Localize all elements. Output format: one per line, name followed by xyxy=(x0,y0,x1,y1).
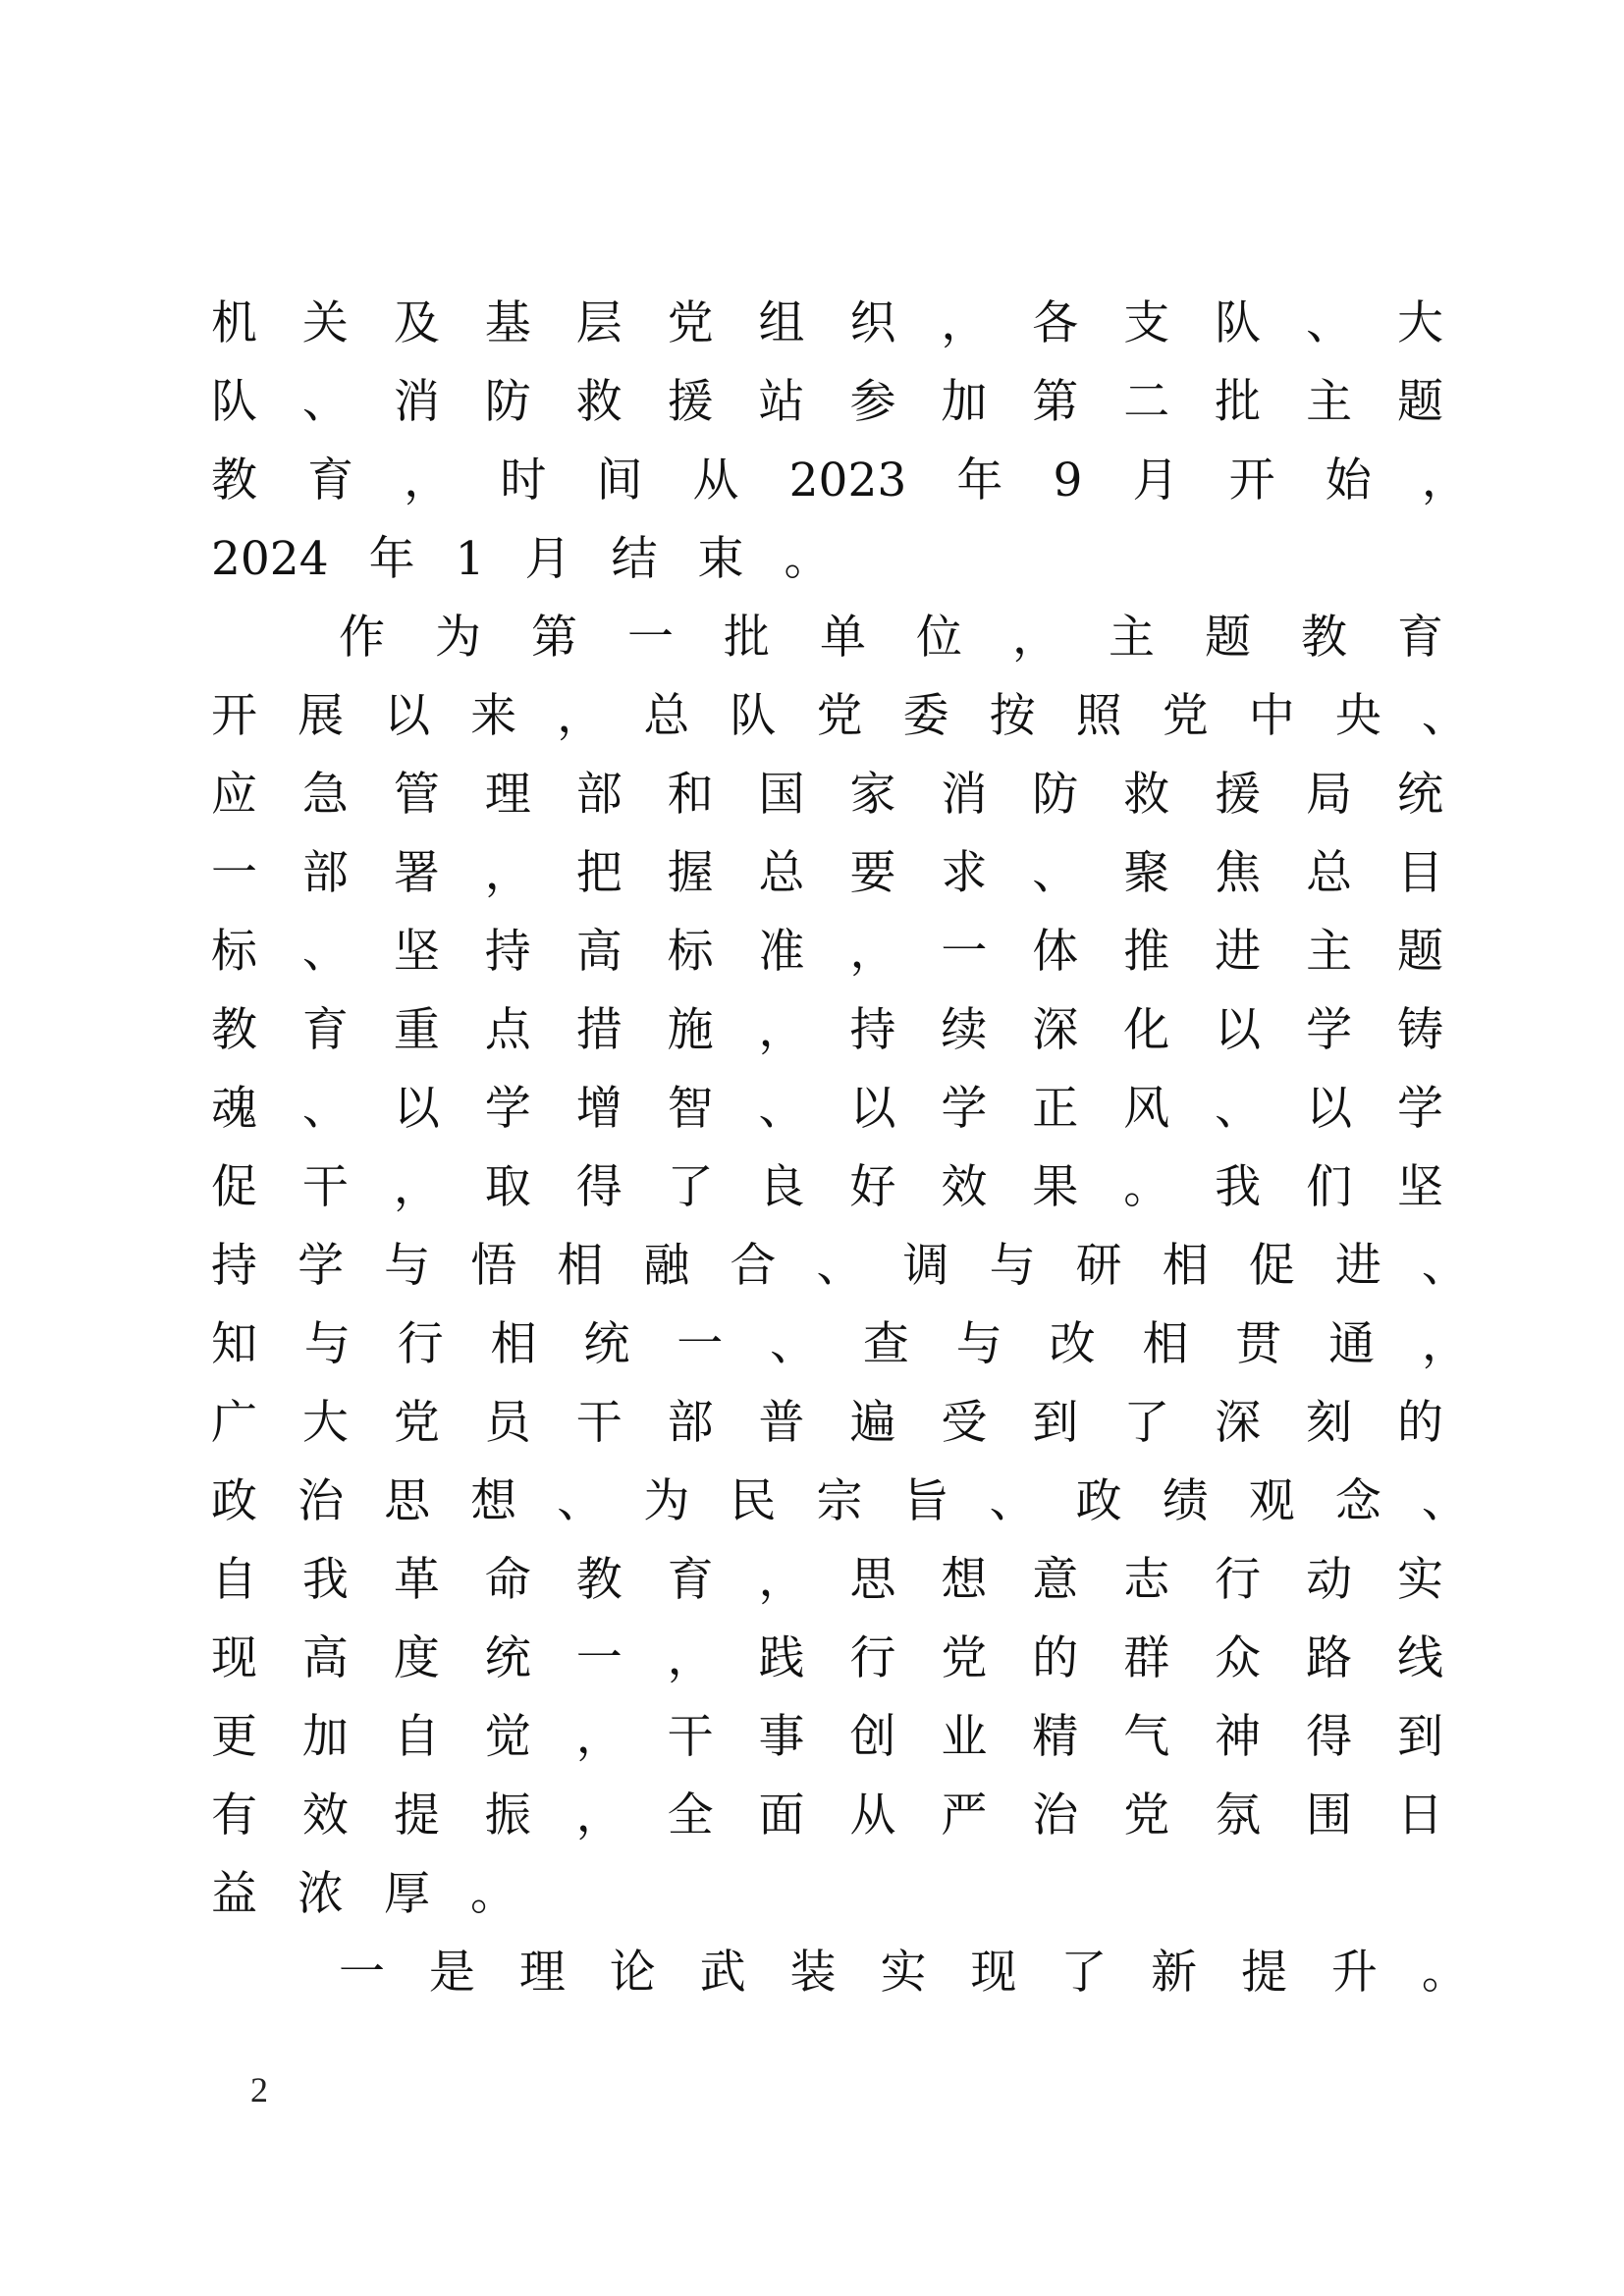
text-line: 自 我 革 命 教 育 ， 思 想 意 志 行 动 实 xyxy=(211,1553,1443,1607)
text-line: 现 高 度 统 一 ， 践 行 党 的 群 众 路 线 xyxy=(211,1631,1443,1685)
text-line: 有 效 提 振 ， 全 面 从 严 治 党 氛 围 日 xyxy=(211,1789,1443,1842)
paragraph-first-line: 作 为 第 一 批 单 位 ， 主 题 教 育 xyxy=(339,611,1443,665)
text-line: 一 部 署 ， 把 握 总 要 求 、 聚 焦 总 目 xyxy=(211,846,1443,900)
page-number: 2 xyxy=(250,2070,268,2109)
text-line: 更 加 自 觉 ， 干 事 创 业 精 气 神 得 到 xyxy=(211,1710,1443,1764)
text-line: 促 干 ， 取 得 了 良 好 效 果 。 我 们 坚 xyxy=(211,1160,1443,1214)
paragraph-first-line: 一 是 理 论 武 装 实 现 了 新 提 升 。 xyxy=(339,1946,1468,2000)
text-line: 益 浓 厚 。 xyxy=(211,1867,516,1921)
text-line: 持 学 与 悟 相 融 合 、 调 与 研 相 促 进 、 xyxy=(211,1239,1468,1293)
text-line: 应 急 管 理 部 和 国 家 消 防 救 援 局 统 xyxy=(211,768,1443,822)
text-line: 教 育 ， 时 间 从 2023 年 9 月 开 始 ， xyxy=(211,454,1468,507)
text-line: 队 、 消 防 救 援 站 参 加 第 二 批 主 题 xyxy=(211,375,1443,429)
text-line: 广 大 党 员 干 部 普 遍 受 到 了 深 刻 的 xyxy=(211,1396,1443,1450)
text-line: 机 关 及 基 层 党 组 织 ， 各 支 队 、 大 xyxy=(211,296,1443,350)
text-line: 知 与 行 相 统 一 、 查 与 改 相 贯 通 ， xyxy=(211,1317,1468,1371)
text-line: 教 育 重 点 措 施 ， 持 续 深 化 以 学 铸 xyxy=(211,1003,1443,1057)
text-line: 政 治 思 想 、 为 民 宗 旨 、 政 绩 观 念 、 xyxy=(211,1474,1468,1528)
text-line: 2024 年 1 月 结 束 。 xyxy=(211,532,831,586)
text-line: 魂 、 以 学 增 智 、 以 学 正 风 、 以 学 xyxy=(211,1082,1443,1136)
text-line: 标 、 坚 持 高 标 准 ， 一 体 推 进 主 题 xyxy=(211,925,1443,979)
text-line: 开 展 以 来 ， 总 队 党 委 按 照 党 中 央 、 xyxy=(211,689,1468,743)
